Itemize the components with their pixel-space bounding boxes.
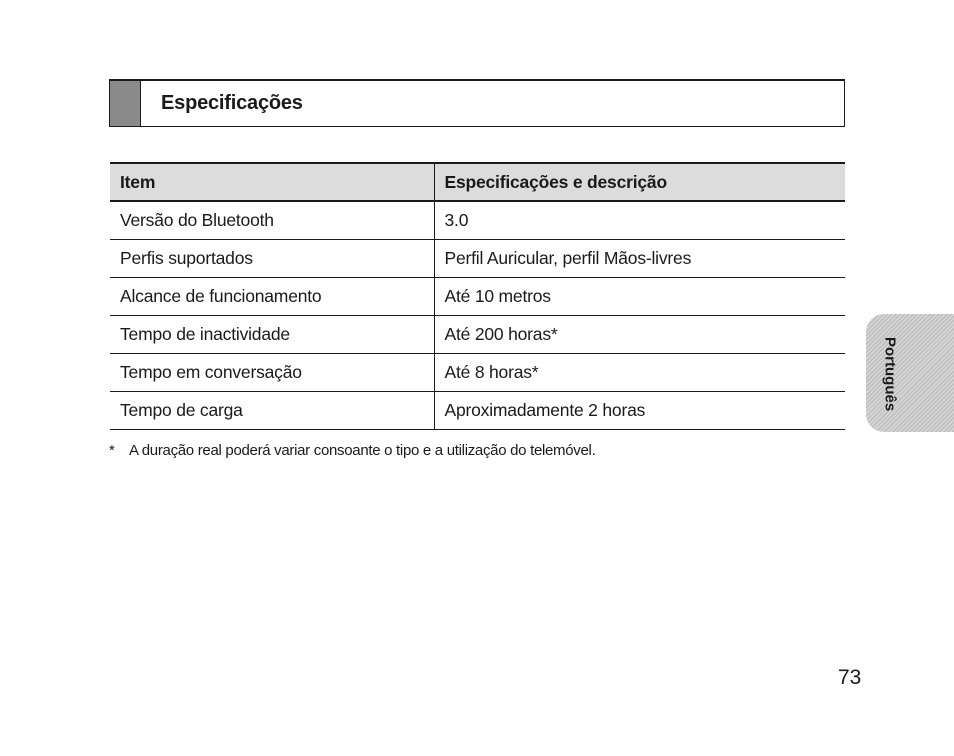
table-cell-item: Tempo de inactividade <box>110 315 434 353</box>
language-tab-label: Português <box>881 336 899 412</box>
specifications-table <box>110 162 845 430</box>
table-cell-value: Até 10 metros <box>434 277 845 315</box>
table-header-item: Item <box>110 163 434 201</box>
table-row <box>110 277 845 315</box>
table-row <box>110 239 845 277</box>
table-cell-value: Aproximadamente 2 horas <box>434 391 845 429</box>
table-header-row <box>110 163 845 201</box>
table-cell-item: Alcance de funcionamento <box>110 277 434 315</box>
table-row <box>110 201 845 239</box>
table-cell-item: Versão do Bluetooth <box>110 201 434 239</box>
table-cell-item: Perfis suportados <box>110 239 434 277</box>
section-header <box>109 79 845 127</box>
footnote-mark: * <box>109 442 115 459</box>
section-marker <box>110 81 141 126</box>
table-header-description: Especificações e descrição <box>434 163 845 201</box>
table-row <box>110 353 845 391</box>
table-cell-value: Perfil Auricular, perfil Mãos-livres <box>434 239 845 277</box>
table-cell-value: Até 200 horas* <box>434 315 845 353</box>
table-cell-value: 3.0 <box>434 201 845 239</box>
page-number: 73 <box>838 666 862 689</box>
footnote <box>109 442 595 459</box>
section-title: Especificações <box>161 92 303 114</box>
table-cell-value: Até 8 horas* <box>434 353 845 391</box>
footnote-text: A duração real poderá variar consoante o tipo e a utilização do telemóvel. <box>129 442 596 459</box>
language-side-tab <box>866 314 954 432</box>
table-row <box>110 315 845 353</box>
table-cell-item: Tempo em conversação <box>110 353 434 391</box>
table-cell-item: Tempo de carga <box>110 391 434 429</box>
table-row <box>110 391 845 429</box>
